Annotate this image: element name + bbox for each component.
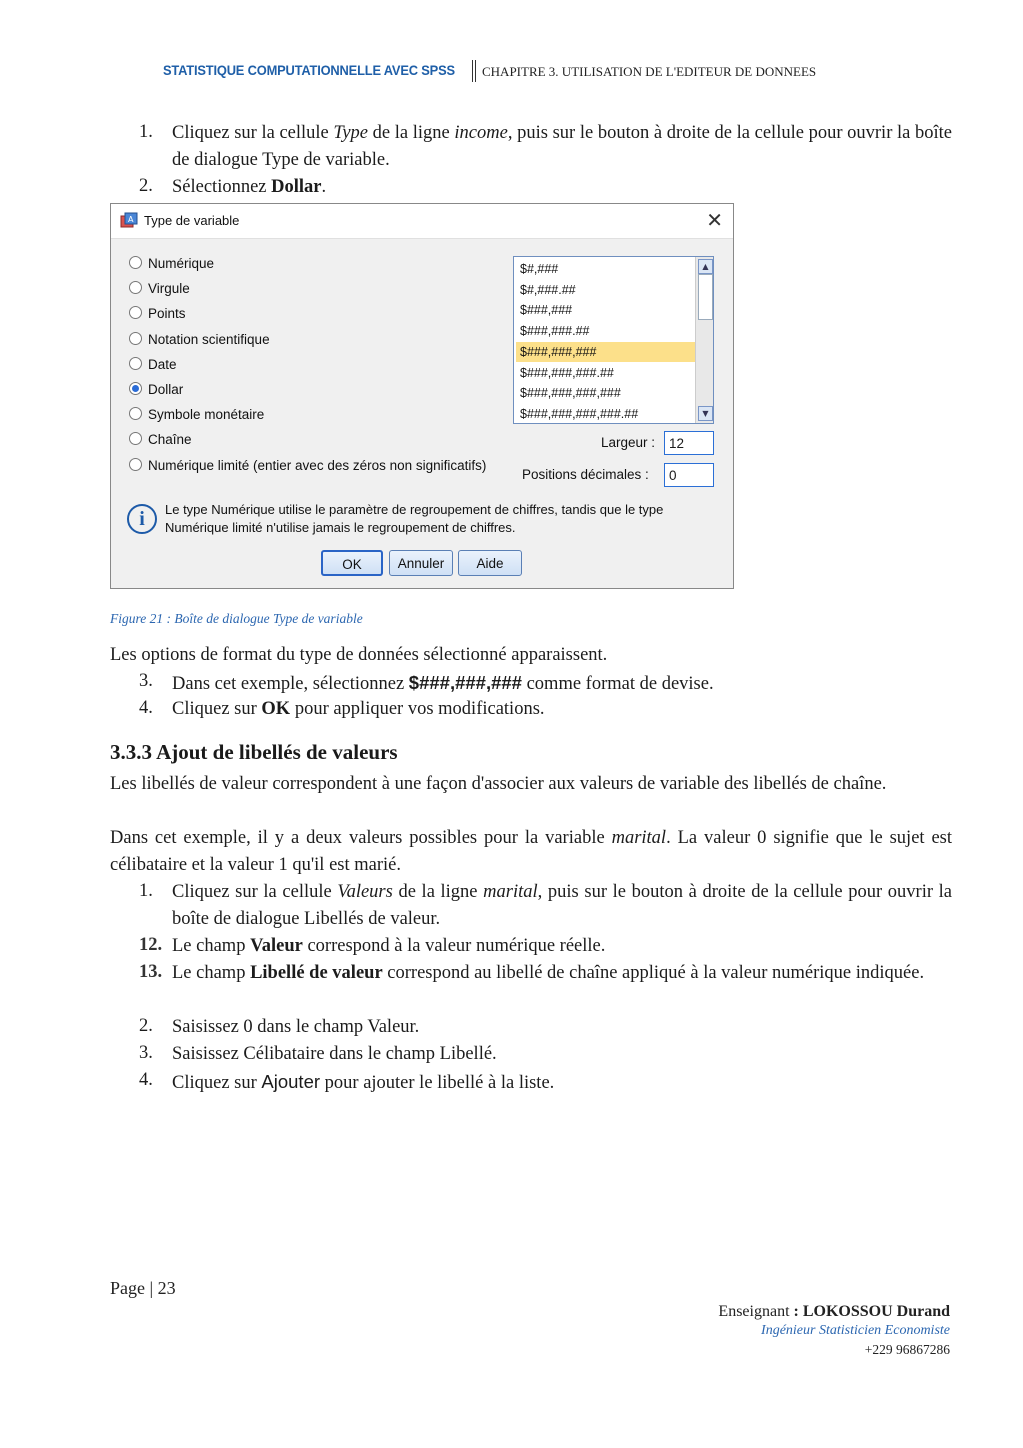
radio-label: Date — [148, 356, 177, 372]
radio-button-icon[interactable] — [129, 458, 142, 471]
radio-label: Numérique — [148, 256, 215, 271]
step-number: 13. — [139, 962, 163, 982]
format-list-item[interactable]: $###,###.## — [520, 324, 590, 339]
step-number: 2. — [139, 176, 153, 196]
radio-label: Virgule — [148, 281, 190, 297]
step-text: Saisissez Célibataire dans le champ Libellé. — [172, 1044, 497, 1064]
close-icon[interactable]: ✕ — [706, 208, 723, 232]
format-list-item[interactable]: $###,###,### — [516, 342, 696, 362]
step-number: 2. — [139, 1016, 153, 1036]
decimals-field[interactable]: 0 — [664, 463, 714, 487]
radio-button-icon[interactable] — [129, 306, 142, 319]
decimals-label: Positions décimales : — [522, 467, 649, 482]
radio-button-icon[interactable] — [129, 432, 142, 445]
radio-label: Chaîne — [148, 432, 192, 448]
format-list-item[interactable]: $#,### — [520, 262, 559, 276]
scroll-up-icon[interactable]: ▲ — [698, 259, 713, 274]
radio-label: Symbole monétaire — [148, 407, 265, 423]
step-number: 1. — [139, 122, 153, 142]
radio-label: Numérique limité (entier avec des zéros non significatifs) — [148, 457, 487, 473]
teacher-role: Ingénieur Statisticien Economiste — [761, 1323, 950, 1338]
format-list-item[interactable]: $###,###,###,###.## — [520, 406, 639, 421]
step-number: 1. — [139, 881, 153, 901]
radio-label: Notation scientifique — [148, 331, 270, 347]
radio-button-icon[interactable] — [129, 357, 142, 370]
step-text: Le champ Libellé de valeur correspond au libellé de chaîne appliqué à la valeur numérique indiquée. — [172, 963, 925, 983]
format-list[interactable] — [513, 256, 714, 424]
scroll-thumb[interactable] — [698, 274, 713, 320]
step-text: Saisissez 0 dans le champ Valeur. — [172, 1017, 420, 1037]
variable-type-icon — [120, 212, 138, 230]
step-text: Sélectionnez Dollar. — [172, 177, 327, 197]
section-heading: 3.3.3 Ajout de libellés de valeurs — [110, 740, 398, 764]
scroll-down-icon[interactable]: ▼ — [698, 406, 713, 421]
step-number: 4. — [139, 1070, 153, 1090]
svg-text:A: A — [128, 215, 134, 224]
help-button[interactable]: Aide — [458, 550, 522, 576]
step-number: 12. — [139, 935, 163, 955]
radio-option[interactable] — [129, 430, 192, 450]
list-scrollbar[interactable] — [695, 257, 713, 423]
radio-button-icon[interactable] — [129, 332, 142, 345]
step-number: 3. — [139, 671, 153, 691]
figure-caption: Figure 21 : Boîte de dialogue Type de variable — [110, 611, 363, 626]
radio-button-icon[interactable] — [129, 281, 142, 294]
type-de-variable-dialog — [110, 203, 734, 589]
step-text: Cliquez sur Ajouter pour ajouter le libellé à la liste. — [172, 1071, 555, 1093]
radio-option[interactable] — [129, 279, 190, 299]
header-divider — [472, 60, 476, 82]
radio-option[interactable] — [129, 254, 214, 274]
radio-label: Points — [148, 306, 186, 322]
header-title: STATISTIQUE COMPUTATIONNELLE AVEC SPSS — [163, 62, 455, 78]
radio-option[interactable] — [129, 304, 186, 324]
header-chapter: CHAPITRE 3. UTILISATION DE L'EDITEUR DE DONNEES — [482, 64, 817, 79]
format-list-item[interactable]: $#,###.## — [520, 282, 576, 297]
radio-button-icon[interactable] — [129, 382, 142, 395]
step-text: Cliquez sur la cellule Valeurs de la ligne marital, puis sur le bouton à droite de la cellule pour ouvrir la boîte de dialogue Libellés de valeur. — [172, 882, 952, 929]
step-number: 4. — [139, 698, 153, 718]
radio-button-icon[interactable] — [129, 256, 142, 269]
format-list-item[interactable]: $###,###,###,### — [520, 386, 621, 401]
paragraph: Les libellés de valeur correspondent à une façon d'associer aux valeurs de variable des libellés de chaîne. — [110, 774, 887, 794]
radio-option[interactable] — [129, 380, 183, 400]
dialog-titlebar — [111, 204, 733, 239]
dialog-title: Type de variable — [144, 213, 240, 228]
info-icon: i — [127, 504, 157, 534]
paragraph: Dans cet exemple, il y a deux valeurs possibles pour la variable marital. La valeur 0 signifie que le sujet est célibataire et la valeur 1 qu'il est marié. — [110, 828, 953, 875]
width-label: Largeur : — [601, 435, 656, 450]
radio-button-icon[interactable] — [129, 407, 142, 420]
radio-option[interactable] — [129, 405, 264, 425]
teacher: Enseignant : LOKOSSOU Durand — [718, 1303, 950, 1320]
radio-option[interactable] — [129, 330, 270, 350]
paragraph: Les options de format du type de données sélectionné apparaissent. — [110, 645, 608, 665]
cancel-button[interactable]: Annuler — [389, 550, 453, 576]
page-number: Page | 23 — [110, 1278, 176, 1298]
format-list-item[interactable]: $###,### — [520, 303, 573, 318]
step-text: Cliquez sur la cellule Type de la ligne income, puis sur le bouton à droite de la cellule pour ouvrir la boîte de dialogue Type de variable. — [172, 123, 952, 170]
ok-button[interactable]: OK — [321, 550, 383, 576]
format-list-item[interactable]: $###,###,###.## — [520, 365, 614, 380]
teacher-phone: +229 96867286 — [864, 1342, 950, 1357]
radio-option[interactable] — [129, 456, 486, 476]
radio-option[interactable] — [129, 355, 177, 375]
step-text: Le champ Valeur correspond à la valeur numérique réelle. — [172, 936, 606, 956]
step-text: Cliquez sur OK pour appliquer vos modifications. — [172, 699, 545, 719]
step-number: 3. — [139, 1043, 153, 1063]
step-text: Dans cet exemple, sélectionnez $###,###,### comme format de devise. — [172, 672, 714, 694]
info-text: Le type Numérique utilise le paramètre de regroupement de chiffres, tandis que le type Numérique limité n'utilise jamais le regroupement de chiffres. — [165, 502, 664, 535]
width-field[interactable]: 12 — [664, 431, 714, 455]
radio-label: Dollar — [148, 382, 184, 397]
